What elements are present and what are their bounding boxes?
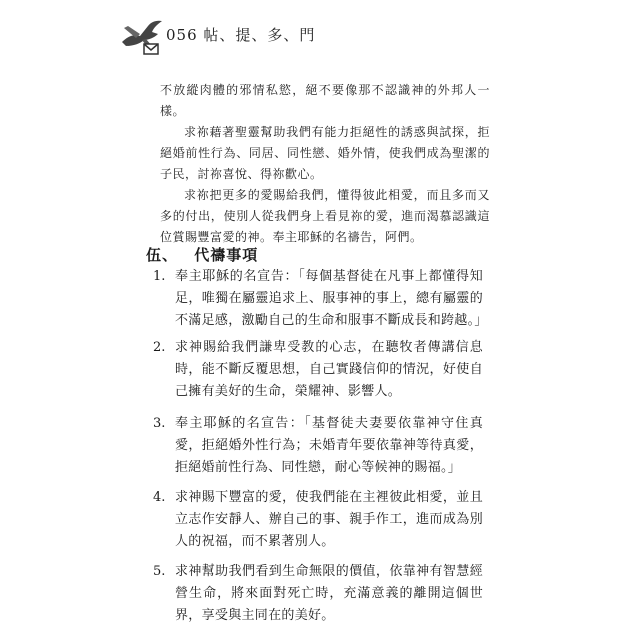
section-heading (146, 244, 258, 265)
item-number: 5. (153, 564, 166, 579)
prayer-paragraph: 求祢把更多的愛賜給我們，懂得彼此相愛，而且多而又多的付出，使別人從我們身上看見祢的愛，進而渴慕認識這位賞賜豐富愛的神。奉主耶穌的名禱告，阿們。 (160, 188, 490, 244)
item-text: 求神幫助我們看到生命無限的價值，依靠神有智慧經營生命，將來面對死亡時，充滿意義的離開這個世界，享受與主同在的美好。 (175, 564, 483, 623)
header-text (166, 24, 315, 45)
running-title: 帖、提、多、門 (203, 26, 316, 44)
dove-icon (118, 12, 166, 60)
running-header (118, 12, 418, 60)
item-number: 2. (153, 340, 166, 355)
item-text: 求神賜給我們謙卑受教的心志，在聽牧者傳講信息時，能不斷反覆思想，自己實踐信仰的情況，好使自己擁有美好的生命，榮耀神、影響人。 (175, 340, 483, 399)
list-item (153, 487, 483, 553)
list-item (153, 561, 483, 627)
page-number: 056 (166, 26, 198, 44)
item-text: 求神賜下豐富的愛，使我們能在主裡彼此相愛，並且立志作安靜人、辦自己的事、親手作工，進而成為別人的祝福，而不累著別人。 (175, 490, 483, 549)
item-number: 1. (153, 269, 166, 284)
list-item (153, 413, 483, 479)
item-number: 4. (153, 490, 166, 505)
prayer-body (160, 80, 490, 248)
item-number: 3. (153, 416, 166, 431)
item-text: 奉主耶穌的名宣告：「基督徒夫妻要依靠神守住真愛，拒絕婚外性行為；未婚青年要依靠神等待真愛，拒絕婚前性行為、同性戀，耐心等候神的賜福。」 (175, 416, 483, 475)
section-number: 伍、 (146, 246, 179, 264)
intercession-list (153, 266, 488, 627)
prayer-paragraph: 不放縱肉體的邪情私慾，絕不要像那不認識神的外邦人一樣。 (160, 83, 490, 118)
prayer-paragraph: 求祢藉著聖靈幫助我們有能力拒絕性的誘惑與試探，拒絕婚前性行為、同居、同性戀、婚外情，使我們成為聖潔的子民，討祢喜悅、得祢歡心。 (160, 125, 490, 181)
item-text: 奉主耶穌的名宣告：「每個基督徒在凡事上都懂得知足，唯獨在屬靈追求上、服事神的事上，總有屬靈的不滿足感，激勵自己的生命和服事不斷成長和跨越。」 (175, 269, 488, 328)
list-item (153, 337, 483, 403)
section-title: 代禱事項 (194, 246, 259, 264)
list-item (153, 266, 488, 332)
